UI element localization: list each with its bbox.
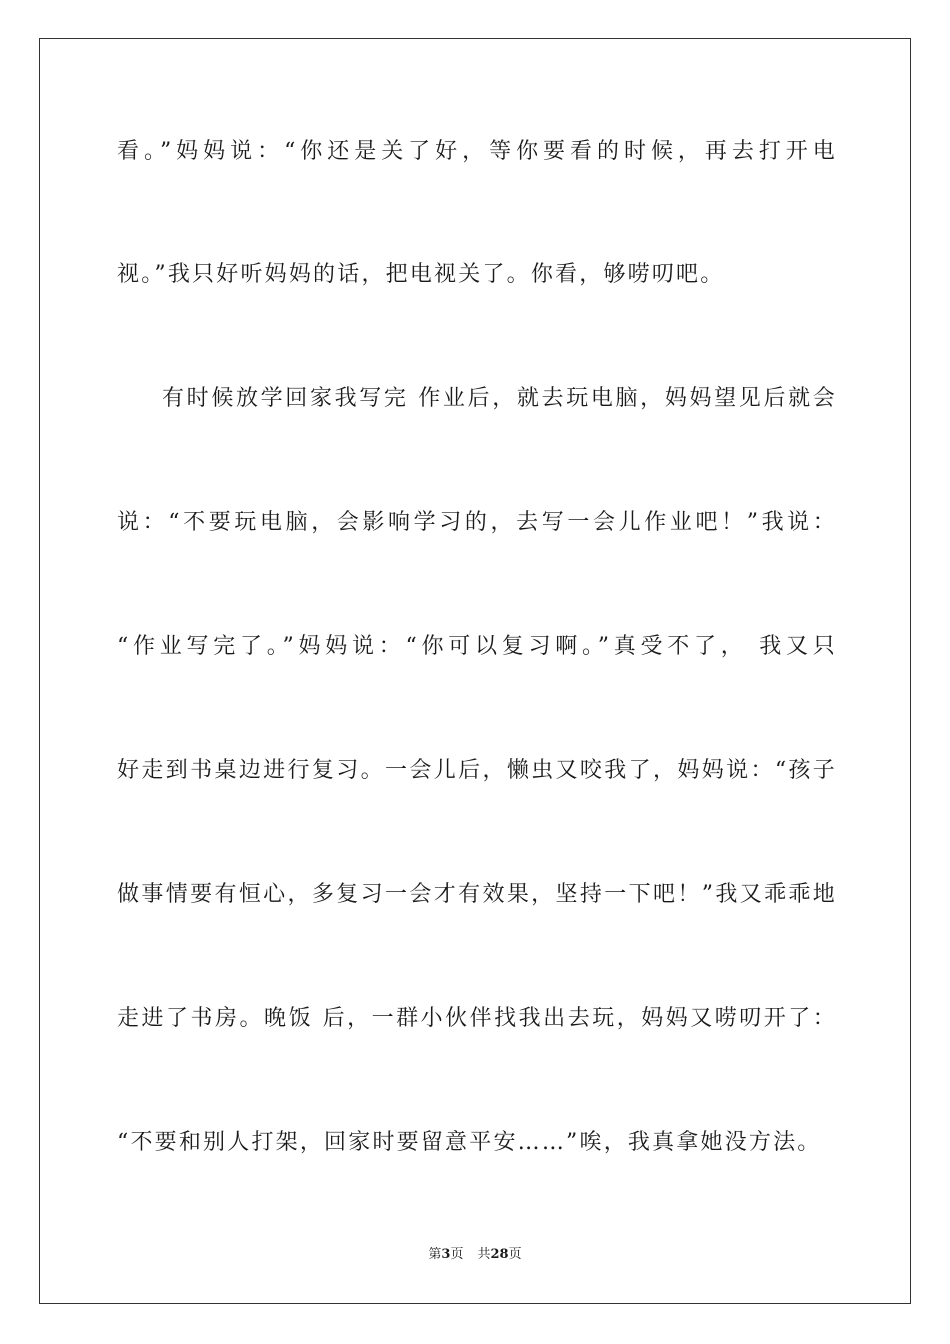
text-line-5: “作业写完了。”妈妈说：“你可以复习啊。”真受不了， 我又只 bbox=[117, 634, 837, 659]
text-line-8: 走进了书房。晚饭 后，一群小伙伴找我出去玩，妈妈又唠叨开了： bbox=[117, 1006, 837, 1031]
text-line-7: 做事情要有恒心，多复习一会才有效果，坚持一下吧！”我又乖乖地 bbox=[117, 882, 837, 907]
text-line-6: 好走到书桌边进行复习。一会儿后，懒虫又咬我了，妈妈说：“孩子 bbox=[117, 758, 837, 783]
page-footer bbox=[0, 1245, 950, 1265]
text-line-3: 有时候放学回家我写完 作业后，就去玩电脑，妈妈望见后就会 bbox=[162, 386, 837, 411]
page-prefix: 第 bbox=[428, 1247, 442, 1262]
text-line-1: 看。”妈妈说：“你还是关了好，等你要看的时候，再去打开电 bbox=[117, 139, 837, 164]
text-line-9: “不要和别人打架，回家时要留意平安……”唉，我真拿她没方法。 bbox=[117, 1130, 822, 1155]
text-line-4: 说：“不要玩电脑，会影响学习的，去写一会儿作业吧！”我说： bbox=[117, 510, 837, 535]
page-border bbox=[39, 38, 911, 1304]
total-pages: 28 bbox=[490, 1247, 509, 1262]
total-prefix: 共 bbox=[477, 1247, 491, 1262]
total-suffix: 页 bbox=[508, 1247, 522, 1262]
page-suffix: 页 bbox=[450, 1247, 464, 1262]
page-number: 3 bbox=[441, 1247, 451, 1262]
text-line-2: 视。”我只好听妈妈的话，把电视关了。你看，够唠叨吧。 bbox=[117, 262, 725, 287]
